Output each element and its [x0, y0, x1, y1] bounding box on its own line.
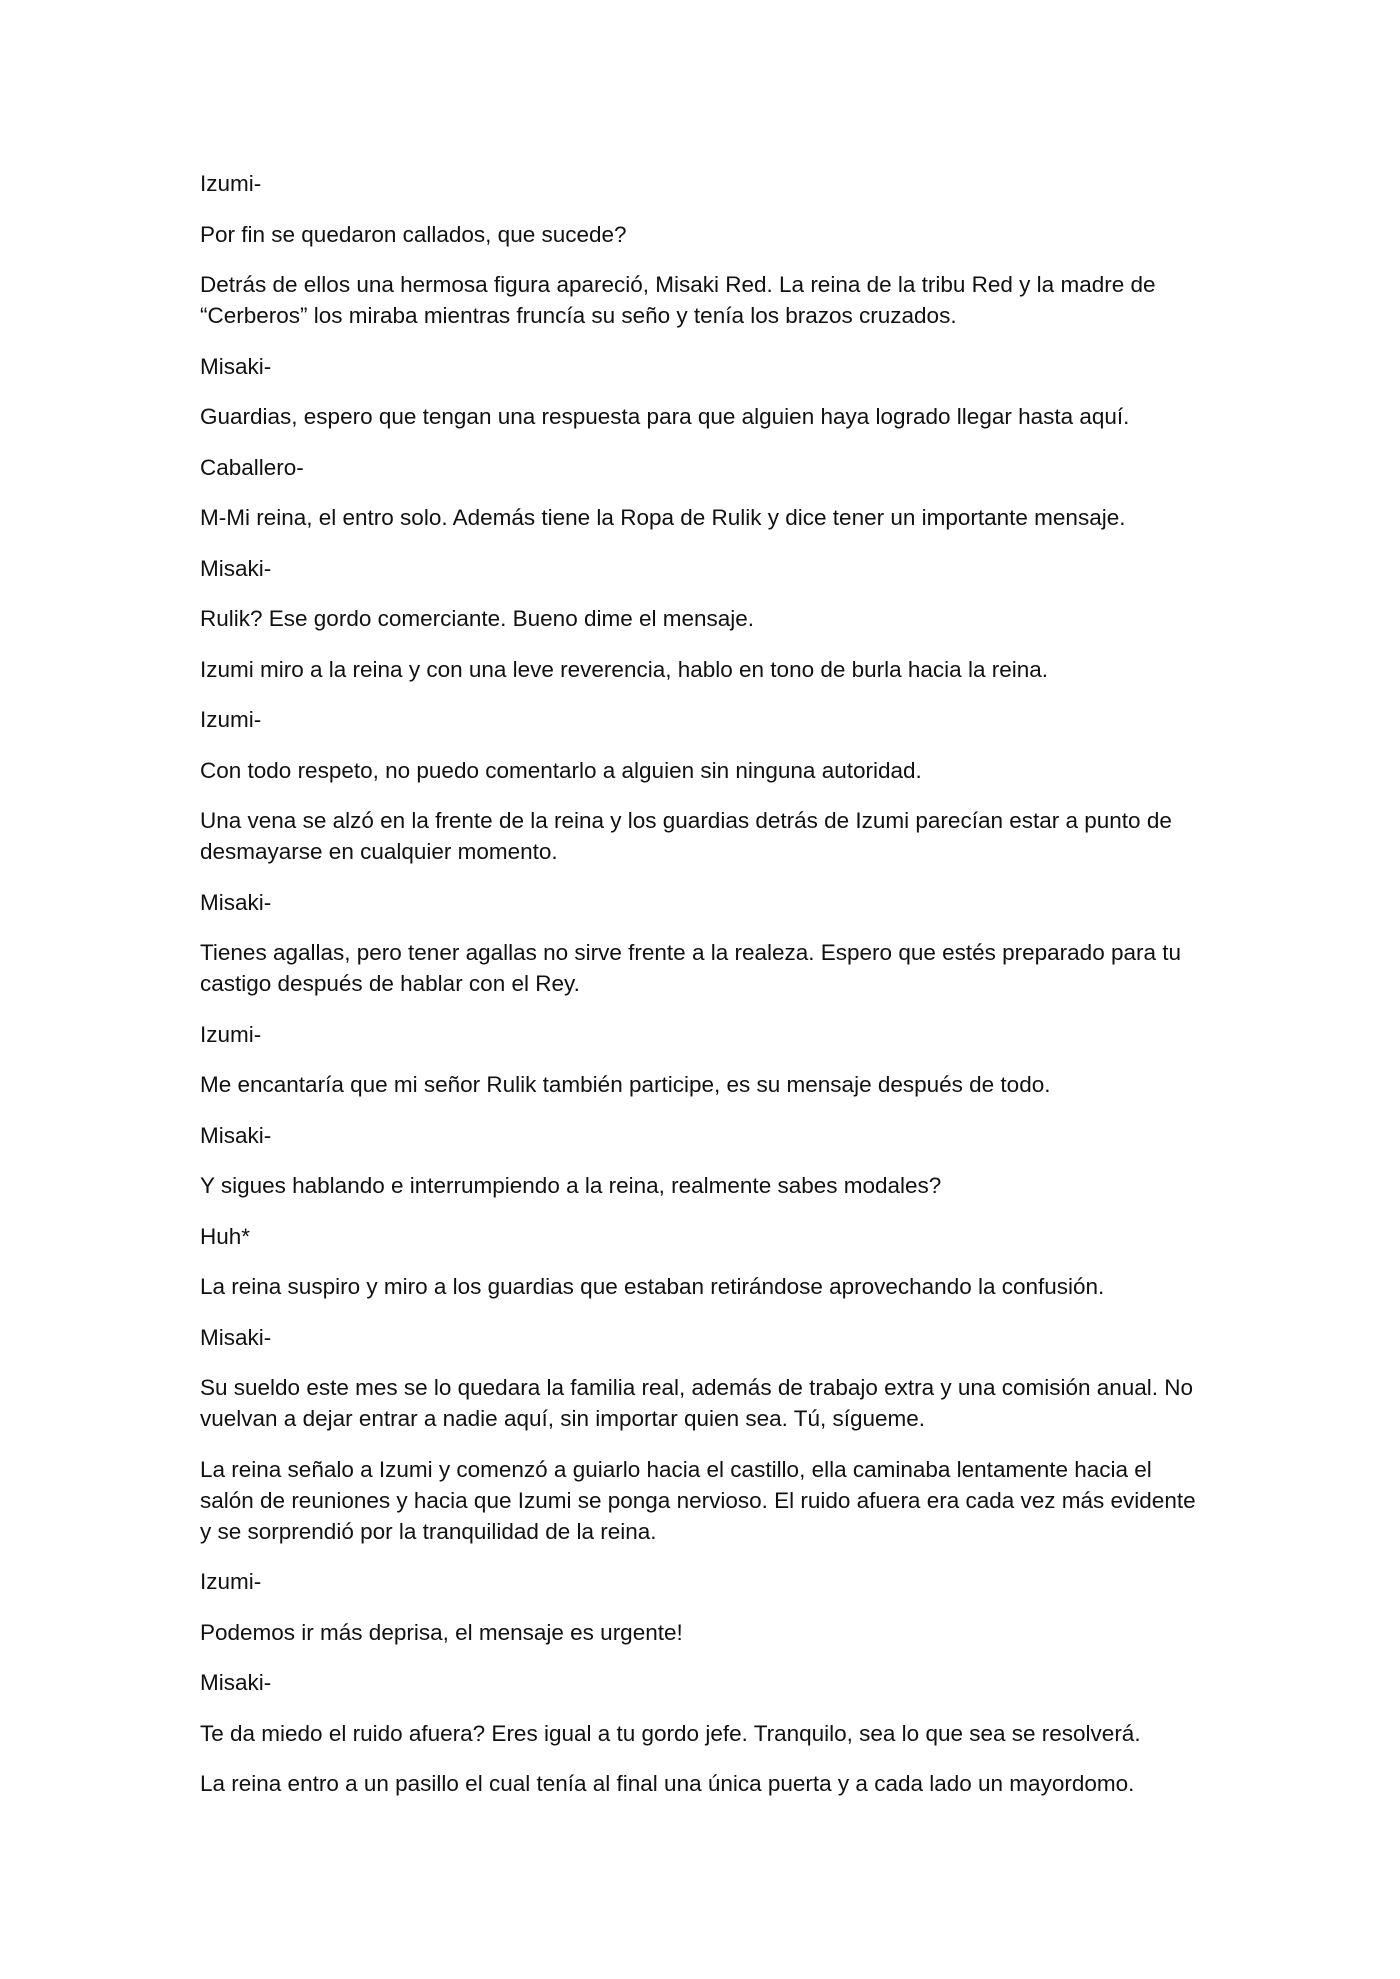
speaker-label: Izumi-	[200, 707, 262, 732]
speaker-label: Misaki-	[200, 1324, 272, 1350]
narration-paragraph: La reina suspiro y miro a los guardias que estaban retirándose aprovechando la confusión.	[200, 1274, 1105, 1299]
dialogue-line: Tienes agallas, pero tener agallas no sirve frente a la realeza. Espero que estés preparado para tu castigo después de hablar con el Rey.	[200, 940, 1182, 996]
speaker-label: Izumi-	[200, 1569, 262, 1594]
dialogue-line: Con todo respeto, no puedo comentarlo a alguien sin ninguna autoridad.	[200, 757, 922, 783]
dialogue-line: Rulik? Ese gordo comerciante. Bueno dime el mensaje.	[200, 606, 755, 631]
speaker-label: Misaki-	[200, 353, 272, 379]
speaker-label: Misaki-	[200, 1670, 272, 1695]
dialogue-line: Huh*	[200, 1223, 251, 1249]
dialogue-line: Guardias, espero que tengan una respuesta para que alguien haya logrado llegar hasta aquí.	[200, 404, 1130, 429]
narration-paragraph: La reina entro a un pasillo el cual tenía al final una única puerta y a cada lado un mayordomo.	[200, 1771, 1135, 1796]
narration-paragraph: Detrás de ellos una hermosa figura apareció, Misaki Red. La reina de la tribu Red y la madre de “Cerberos” los miraba mientras fruncía su seño y tenía los brazos cruzados.	[200, 272, 1156, 328]
speaker-label: Misaki-	[200, 1122, 272, 1148]
dialogue-line: Por fin se quedaron callados, que sucede?	[200, 221, 627, 247]
narration-paragraph: Izumi miro a la reina y con una leve reverencia, hablo en tono de burla hacia la reina.	[200, 656, 1048, 682]
document-body	[200, 168, 1210, 1819]
dialogue-line: Y sigues hablando e interrumpiendo a la reina, realmente sabes modales?	[200, 1173, 942, 1198]
dialogue-line: M-Mi reina, el entro solo. Además tiene la Ropa de Rulik y dice tener un importante mensaje.	[200, 505, 1126, 530]
speaker-label: Izumi-	[200, 1021, 262, 1047]
dialogue-line: Podemos ir más deprisa, el mensaje es urgente!	[200, 1619, 683, 1645]
speaker-label: Misaki-	[200, 889, 272, 915]
speaker-label: Misaki-	[200, 555, 272, 581]
dialogue-line: Me encantaría que mi señor Rulik también participe, es su mensaje después de todo.	[200, 1072, 1051, 1097]
dialogue-line: Te da miedo el ruido afuera? Eres igual a tu gordo jefe. Tranquilo, sea lo que sea se resolverá.	[200, 1720, 1141, 1746]
narration-paragraph: La reina señalo a Izumi y comenzó a guiarlo hacia el castillo, ella caminaba lentamente hacia el salón de reuniones y hacia que Izumi se ponga nervioso. El ruido afuera era cada vez más evidente y se sorprendió por la tranquilidad de la reina.	[200, 1456, 1196, 1544]
speaker-label: Izumi-	[200, 171, 262, 196]
speaker-label: Caballero-	[200, 454, 304, 480]
narration-paragraph: Una vena se alzó en la frente de la reina y los guardias detrás de Izumi parecían estar a punto de desmayarse en cualquier momento.	[200, 808, 1172, 864]
dialogue-line: Su sueldo este mes se lo quedara la familia real, además de trabajo extra y una comisión anual. No vuelvan a dejar entrar a nadie aquí, sin importar quien sea. Tú, sígueme.	[200, 1375, 1194, 1431]
